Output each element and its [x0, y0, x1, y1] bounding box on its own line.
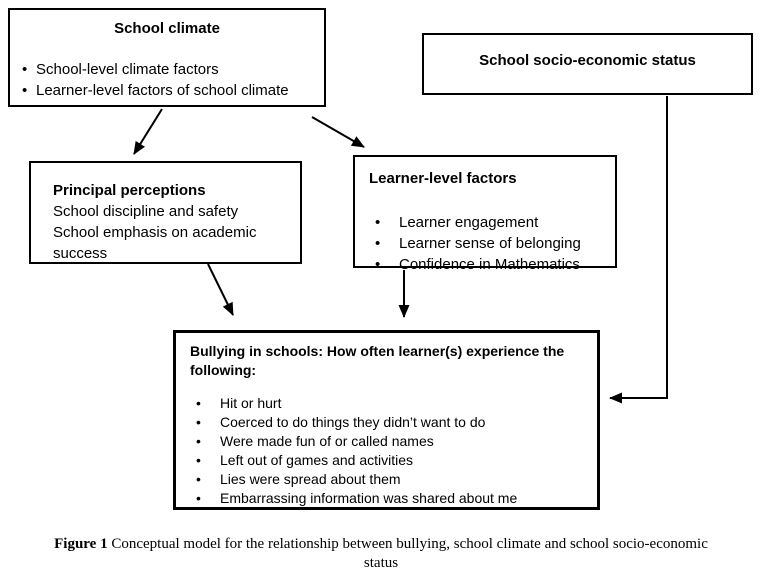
box-learner-title: Learner-level factors: [369, 170, 517, 187]
figure-caption-label: Figure 1: [54, 536, 108, 552]
bullet-item: • School-level climate factors: [22, 59, 312, 80]
bullet-item: • Learner sense of belonging: [369, 233, 605, 254]
box-school-ses: [422, 33, 753, 95]
figure-caption: [0, 535, 762, 572]
arrow-principal-to-bullying: [208, 264, 233, 315]
arrow-climate-to-principal: [134, 109, 162, 154]
bullet-item: • Learner-level factors of school climate: [22, 80, 312, 101]
box-school-climate-bullets: [22, 59, 312, 101]
box-school-climate: [8, 8, 326, 107]
bullet-item: • Hit or hurt: [190, 394, 583, 413]
box-learner-bullets: [369, 212, 605, 275]
box-school-climate-title: School climate: [114, 20, 220, 37]
bullet-item: • Learner engagement: [369, 212, 605, 233]
box-principal-lines: [53, 201, 286, 264]
box-principal-perceptions: [29, 161, 302, 264]
box-learner-level-factors: [353, 155, 617, 273]
bullet-item: School discipline and safety: [53, 203, 239, 220]
bullet-item: • Were made fun of or called names: [190, 432, 583, 451]
box-bullying: [173, 330, 600, 510]
bullet-item: • Embarrassing information was shared about me: [190, 489, 583, 508]
box-principal-title: Principal perceptions: [53, 182, 206, 199]
bullet-item: • Confidence in Mathematics: [369, 254, 605, 275]
bullet-item: School emphasis on academic success: [53, 224, 257, 262]
box-bullying-bullets: [190, 394, 583, 508]
box-school-ses-title: School socio-economic status: [479, 52, 696, 69]
arrow-climate-to-learner: [312, 117, 364, 147]
figure-caption-text: Conceptual model for the relationship between bullying, school climate and school socio-economic status: [111, 536, 708, 571]
bullet-item: • Coerced to do things they didn’t want to do: [190, 413, 583, 432]
box-bullying-title: Bullying in schools: How often learner(s) experience the following:: [190, 343, 565, 378]
bullet-item: • Lies were spread about them: [190, 470, 583, 489]
bullet-item: • Left out of games and activities: [190, 451, 583, 470]
arrow-ses-to-bullying: [610, 96, 667, 398]
